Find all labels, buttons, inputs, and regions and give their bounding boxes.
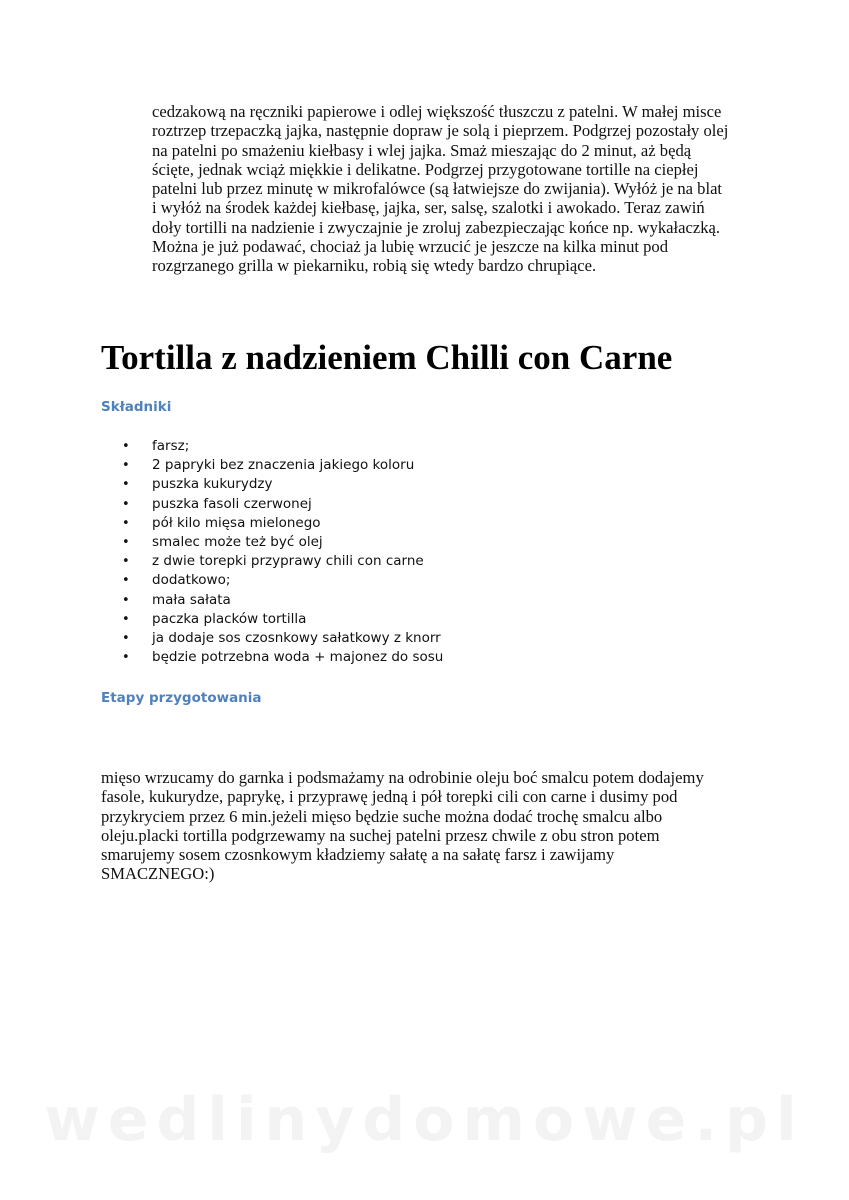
intro-line: roztrzep trzepaczką jajka, następnie dopraw je solą i pieprzem. Podgrzej pozostały olej [152,121,729,141]
bullet-icon: • [122,554,130,570]
list-item [0,495,700,514]
steps-paragraph [101,768,741,884]
ingredient-text: dodatkowo; [152,572,231,589]
list-item [0,629,700,648]
steps-line: smarujemy sosem czosnkowym kładziemy sałatę a na sałatę farsz i zawijamy [101,845,615,865]
list-item [0,475,700,494]
ingredient-text: będzie potrzebna woda + majonez do sosu [152,649,444,666]
ingredients-list [0,437,700,667]
bullet-icon: • [122,477,130,493]
intro-line: patelni lub przez minutę w mikrofalówce (są łatwiejsze do zwijania). Wyłóż je na blat [152,179,723,199]
list-item [0,456,700,475]
list-item [0,437,700,456]
bullet-icon: • [122,535,130,551]
list-item [0,610,700,629]
list-item [0,552,700,571]
recipe-title: Tortilla z nadzieniem Chilli con Carne [101,338,673,377]
steps-line: przykryciem przez 6 min.jeżeli mięso będzie suche można dodać trochę smalcu albo [101,806,663,826]
list-item [0,571,700,590]
ingredient-text: ja dodaje sos czosnkowy sałatkowy z knorr [152,630,441,647]
ingredients-heading: Składniki [101,399,172,415]
intro-line: cedzakową na ręczniki papierowe i odlej większość tłuszczu z patelni. W małej misce [152,102,722,121]
bullet-icon: • [122,515,130,531]
steps-line: mięso wrzucamy do garnka i podsmażamy na odrobinie oleju boć smalcu potem dodajemy [101,768,704,787]
bullet-icon: • [122,631,130,647]
bullet-icon: • [122,496,130,512]
bullet-icon: • [122,611,130,627]
intro-paragraph [152,102,772,276]
intro-line: rozgrzanego grilla w piekarniku, robią się wtedy bardzo chrupiące. [152,256,597,276]
list-item [0,648,700,667]
bullet-icon: • [122,458,130,474]
steps-heading: Etapy przygotowania [101,690,262,706]
ingredient-text: z dwie torepki przyprawy chili con carne [152,553,424,570]
ingredient-text: puszka fasoli czerwonej [152,495,312,512]
ingredient-text: smalec może też być olej [152,534,323,551]
bullet-icon: • [122,650,130,666]
list-item [0,514,700,533]
ingredient-text: pół kilo mięsa mielonego [152,514,321,531]
steps-line: oleju.placki tortilla podgrzewamy na suchej patelni przesz chwile z obu stron potem [101,825,660,845]
steps-line: SMACZNEGO:) [101,864,215,884]
ingredient-text: mała sałata [152,591,231,608]
list-item [0,533,700,552]
ingredient-text: 2 papryki bez znaczenia jakiego koloru [152,457,415,474]
ingredient-text: puszka kukurydzy [152,476,273,493]
intro-line: na patelni po smażeniu kiełbasy i wlej jajka. Smaż mieszając do 2 minut, aż będą [152,140,692,160]
intro-line: doły tortilli na nadzienie i zwyczajnie je zroluj zabezpieczając końce np. wykałaczką. [152,217,721,237]
bullet-icon: • [122,439,130,454]
bullet-icon: • [122,592,130,608]
intro-line: i wyłóż na środek każdej kiełbasę, jajka, ser, salsę, szalotki i awokado. Teraz zawiń [152,198,705,218]
intro-line: Można je już podawać, chociaż ja lubię wrzucić je jeszcze na kilka minut pod [152,237,669,257]
ingredient-text: farsz; [152,438,190,454]
steps-line: fasole, kukurydze, paprykę, i przyprawę jedną i pół torepki cili con carne i dusimy pod [101,787,678,807]
watermark-text: wedlinydomowe.pl [44,1085,805,1155]
ingredient-text: paczka placków tortilla [152,610,307,627]
list-item [0,591,700,610]
intro-line: ścięte, jednak wciąż miękkie i delikatne. Podgrzej przygotowane tortille na ciepłej [152,159,699,179]
bullet-icon: • [122,573,130,589]
